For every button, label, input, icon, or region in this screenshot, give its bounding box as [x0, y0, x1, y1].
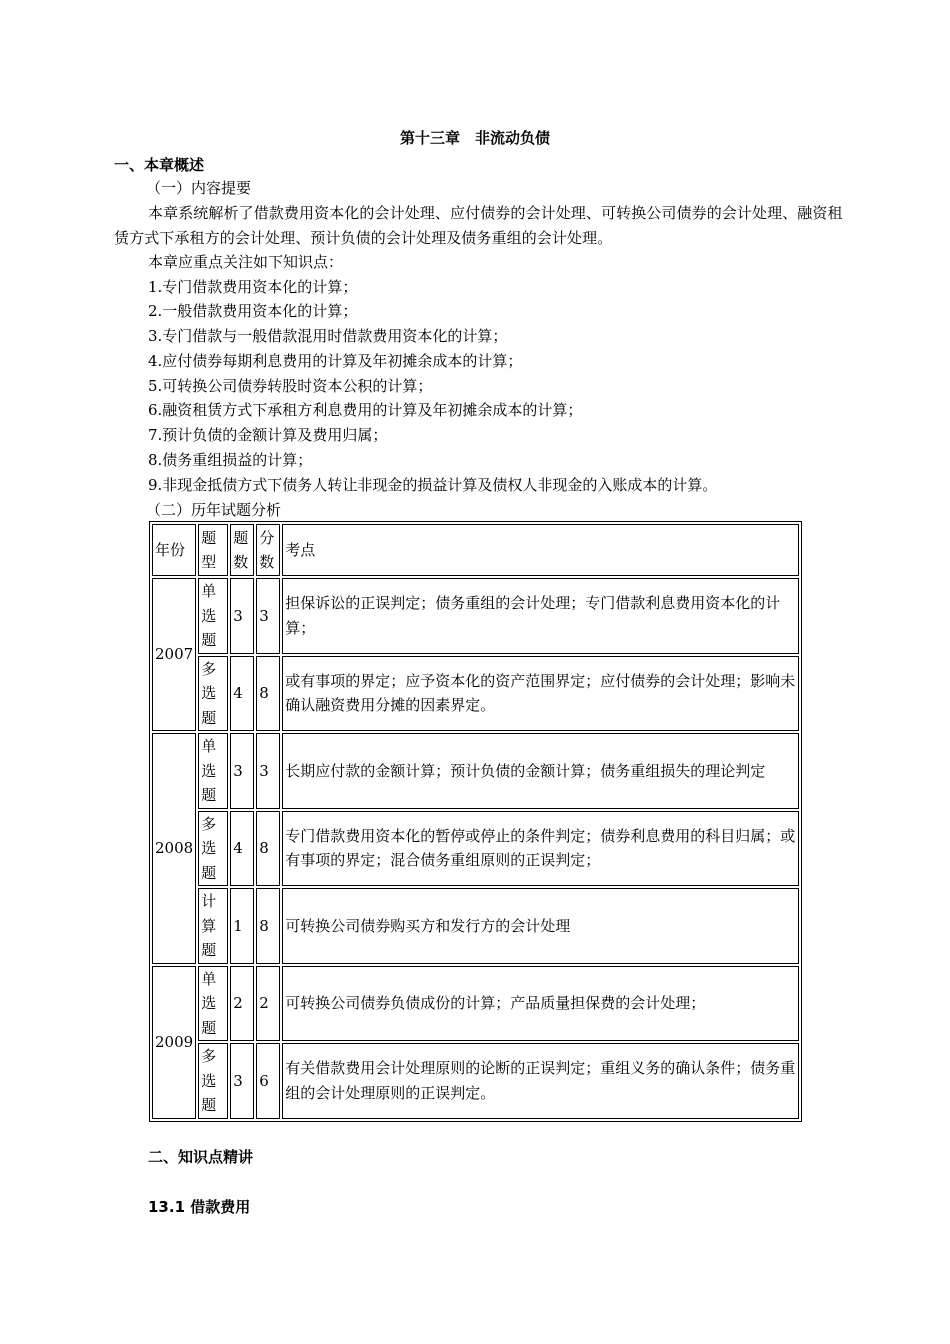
knowledge-point: 1.专门借款费用资本化的计算；: [148, 278, 358, 296]
focus-intro: 本章应重点关注如下知识点：: [148, 253, 344, 271]
header-type: 题型: [198, 524, 228, 576]
points-cell: 有关借款费用会计处理原则的论断的正误判定；重组义务的确认条件；债务重组的会计处理原则的正误判定。: [282, 1043, 799, 1119]
knowledge-point: 5.可转换公司债券转股时资本公积的计算；: [148, 377, 433, 395]
score-cell: 8: [256, 656, 280, 732]
header-count: 题数: [230, 524, 254, 576]
header-points: 考点: [282, 524, 799, 576]
table-row: [152, 811, 799, 887]
type-cell: 单选题: [198, 578, 228, 654]
chapter-title: 第十三章 非流动负债: [399, 129, 550, 147]
header-score: 分数: [256, 524, 280, 576]
knowledge-point: 3.专门借款与一般借款混用时借款费用资本化的计算；: [148, 327, 508, 345]
count-cell: 3: [230, 1043, 254, 1119]
score-cell: 8: [256, 888, 280, 964]
type-cell: 多选题: [198, 1043, 228, 1119]
score-cell: 3: [256, 733, 280, 809]
intro-paragraph: 本章系统解析了借款费用资本化的会计处理、应付债券的会计处理、可转换公司债券的会计处理、融资租赁方式下承租方的会计处理、预计负债的会计处理及债务重组的会计处理。: [114, 204, 843, 247]
count-cell: 4: [230, 656, 254, 732]
table-header-row: [152, 524, 799, 576]
knowledge-point: 8.债务重组损益的计算；: [148, 451, 313, 469]
points-cell: 可转换公司债券购买方和发行方的会计处理: [282, 888, 799, 964]
table-row: [152, 733, 799, 809]
type-cell: 单选题: [198, 966, 228, 1042]
knowledge-point: 6.融资租赁方式下承租方利息费用的计算及年初摊余成本的计算；: [148, 401, 583, 419]
type-cell: 计算题: [198, 888, 228, 964]
score-cell: 8: [256, 811, 280, 887]
section-heading-knowledge: 二、知识点精讲: [148, 1148, 254, 1166]
type-cell: 多选题: [198, 656, 228, 732]
points-cell: 专门借款费用资本化的暂停或停止的条件判定；债券利息费用的科目归属；或有事项的界定；混合债务重组原则的正误判定；: [282, 811, 799, 887]
count-cell: 3: [230, 578, 254, 654]
type-cell: 多选题: [198, 811, 228, 887]
section-heading-overview: 一、本章概述: [114, 156, 205, 174]
points-cell: 长期应付款的金额计算；预计负债的金额计算；债务重组损失的理论判定: [282, 733, 799, 809]
knowledge-point: 7.预计负债的金额计算及费用归属；: [148, 426, 388, 444]
table-row: [152, 578, 799, 654]
table-row: [152, 888, 799, 964]
count-cell: 3: [230, 733, 254, 809]
table-row: [152, 966, 799, 1042]
count-cell: 1: [230, 888, 254, 964]
header-year: 年份: [152, 524, 196, 576]
type-cell: 单选题: [198, 733, 228, 809]
subheading-content-summary: （一）内容提要: [146, 179, 252, 197]
exam-analysis-table: [149, 521, 802, 1122]
points-cell: 或有事项的界定；应予资本化的资产范围界定；应付债券的会计处理；影响未确认融资费用分摊的因素界定。: [282, 656, 799, 732]
points-cell: 担保诉讼的正误判定；债务重组的会计处理；专门借款利息费用资本化的计算；: [282, 578, 799, 654]
table-row: [152, 656, 799, 732]
year-cell: 2007: [152, 578, 196, 731]
count-cell: 4: [230, 811, 254, 887]
subheading-exam-analysis: （二）历年试题分析: [146, 501, 282, 519]
knowledge-point: 4.应付债券每期利息费用的计算及年初摊余成本的计算；: [148, 352, 523, 370]
table-row: [152, 1043, 799, 1119]
score-cell: 2: [256, 966, 280, 1042]
year-cell: 2008: [152, 733, 196, 964]
subsection-heading-borrowing-costs: 13.1 借款费用: [148, 1198, 251, 1216]
count-cell: 2: [230, 966, 254, 1042]
knowledge-point: 9.非现金抵债方式下债务人转让非现金的损益计算及债权人非现金的入账成本的计算。: [148, 476, 718, 494]
points-cell: 可转换公司债券负债成份的计算；产品质量担保费的会计处理；: [282, 966, 799, 1042]
score-cell: 6: [256, 1043, 280, 1119]
year-cell: 2009: [152, 966, 196, 1119]
score-cell: 3: [256, 578, 280, 654]
knowledge-point: 2.一般借款费用资本化的计算；: [148, 302, 358, 320]
